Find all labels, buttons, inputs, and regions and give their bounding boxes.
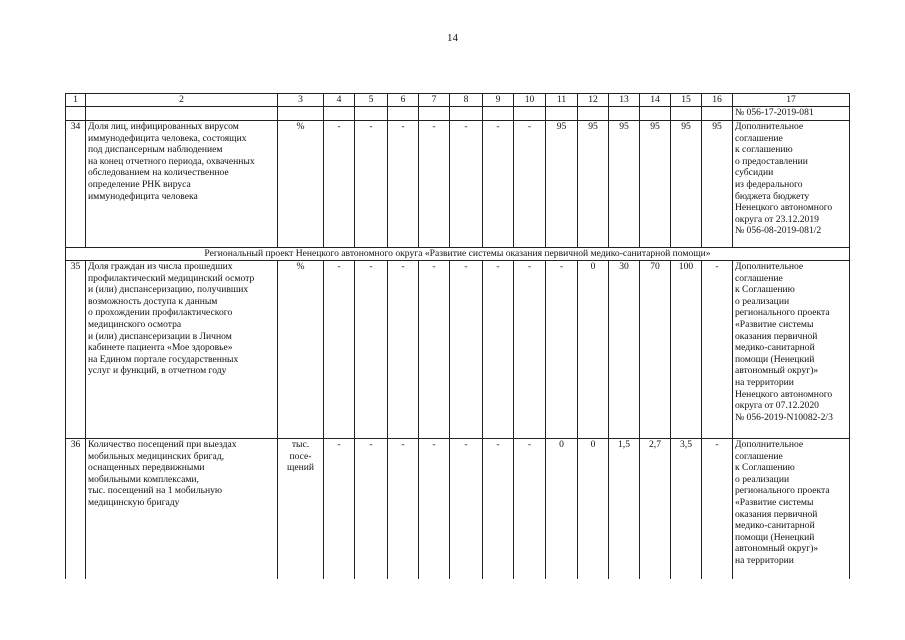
- table-row: [66, 121, 850, 248]
- value-cell: -: [324, 121, 355, 248]
- value-cell: -: [355, 439, 388, 579]
- table-row: [66, 439, 850, 579]
- value-cell: -: [388, 261, 419, 439]
- value-cell: -: [355, 121, 388, 248]
- header-cell: 12: [578, 94, 609, 107]
- unit: %: [278, 121, 324, 248]
- value-cell: 95: [640, 121, 671, 248]
- header-row: [66, 94, 850, 107]
- value-cell: -: [419, 261, 450, 439]
- indicators-table: [65, 93, 850, 579]
- row-number: 35: [66, 261, 86, 439]
- section-row: [66, 248, 850, 261]
- value-cell: -: [324, 439, 355, 579]
- header-cell: 5: [355, 94, 388, 107]
- value-cell: 0: [578, 439, 609, 579]
- header-cell: 3: [278, 94, 324, 107]
- agreement-note: Дополнительное соглашение к Соглашению о реализации регионального проекта «Развитие системы оказания первичной медико-санитарной помощи (Ненецкий автономный округ)» на территории Ненецкого автономного округа от 07.12.2020 № 056-2019-N10082-2/3: [733, 261, 850, 439]
- value-cell: 70: [640, 261, 671, 439]
- table-row-continuation: [66, 107, 850, 121]
- header-cell: 15: [671, 94, 702, 107]
- header-cell: 2: [86, 94, 278, 107]
- value-cell: -: [483, 121, 514, 248]
- unit: тыс. посе- щений: [278, 439, 324, 579]
- indicator-name: Количество посещений при выездах мобильных медицинских бригад, оснащенных передвижными мобильными комплексами, тыс. посещений на 1 мобильную медицинскую бригаду: [86, 439, 278, 579]
- value-cell: -: [388, 439, 419, 579]
- value-cell: -: [514, 261, 546, 439]
- value-cell: -: [450, 121, 483, 248]
- agreement-note: Дополнительное соглашение к Соглашению о реализации регионального проекта «Развитие системы оказания первичной медико-санитарной помощи (Ненецкий автономный округ)» на территории: [733, 439, 850, 579]
- value-cell: 95: [702, 121, 733, 248]
- header-cell: 7: [419, 94, 450, 107]
- value-cell: -: [483, 439, 514, 579]
- value-cell: 0: [578, 261, 609, 439]
- value-cell: -: [450, 439, 483, 579]
- value-cell: -: [702, 261, 733, 439]
- header-cell: 8: [450, 94, 483, 107]
- agreement-ref: № 056-17-2019-081: [733, 107, 850, 121]
- row-number: 36: [66, 439, 86, 579]
- page-number: 14: [447, 32, 458, 44]
- value-cell: 95: [578, 121, 609, 248]
- header-cell: 13: [609, 94, 640, 107]
- value-cell: -: [324, 261, 355, 439]
- indicator-name: Доля граждан из числа прошедших профилактический медицинский осмотр и (или) диспансеризацию, получивших возможность доступа к данным о прохождении профилактического медицинского осмотра и (или) диспансеризации в Личном кабинете пациента «Мое здоровье» на Едином портале государственных услуг и функций, в отчетном году: [86, 261, 278, 439]
- agreement-note: Дополнительное соглашение к соглашению о предоставлении субсидии из федерального бюджета бюджету Ненецкого автономного округа от 23.12.2019 № 056-08-2019-081/2: [733, 121, 850, 248]
- header-cell: 11: [546, 94, 578, 107]
- header-cell: 6: [388, 94, 419, 107]
- indicator-name: Доля лиц, инфицированных вирусом иммунодефицита человека, состоящих под диспансерным наблюдением на конец отчетного периода, охваченных обследованием на количественное определение РНК вируса иммунодефицита человека: [86, 121, 278, 248]
- value-cell: -: [388, 121, 419, 248]
- value-cell: 0: [546, 439, 578, 579]
- unit: %: [278, 261, 324, 439]
- value-cell: -: [514, 121, 546, 248]
- header-cell: 14: [640, 94, 671, 107]
- value-cell: -: [483, 261, 514, 439]
- value-cell: -: [702, 439, 733, 579]
- value-cell: 95: [609, 121, 640, 248]
- value-cell: -: [419, 121, 450, 248]
- value-cell: 30: [609, 261, 640, 439]
- value-cell: 3,5: [671, 439, 702, 579]
- table-row: [66, 261, 850, 439]
- value-cell: -: [450, 261, 483, 439]
- value-cell: -: [355, 261, 388, 439]
- header-cell: 9: [483, 94, 514, 107]
- value-cell: 1,5: [609, 439, 640, 579]
- value-cell: 95: [546, 121, 578, 248]
- value-cell: 95: [671, 121, 702, 248]
- header-cell: 16: [702, 94, 733, 107]
- section-title: Региональный проект Ненецкого автономного округа «Развитие системы оказания первичной медико-санитарной помощи»: [66, 248, 850, 261]
- row-number: 34: [66, 121, 86, 248]
- header-cell: 10: [514, 94, 546, 107]
- value-cell: 2,7: [640, 439, 671, 579]
- header-cell: 17: [733, 94, 850, 107]
- header-cell: 1: [66, 94, 86, 107]
- value-cell: -: [546, 261, 578, 439]
- header-cell: 4: [324, 94, 355, 107]
- value-cell: -: [419, 439, 450, 579]
- value-cell: -: [514, 439, 546, 579]
- value-cell: 100: [671, 261, 702, 439]
